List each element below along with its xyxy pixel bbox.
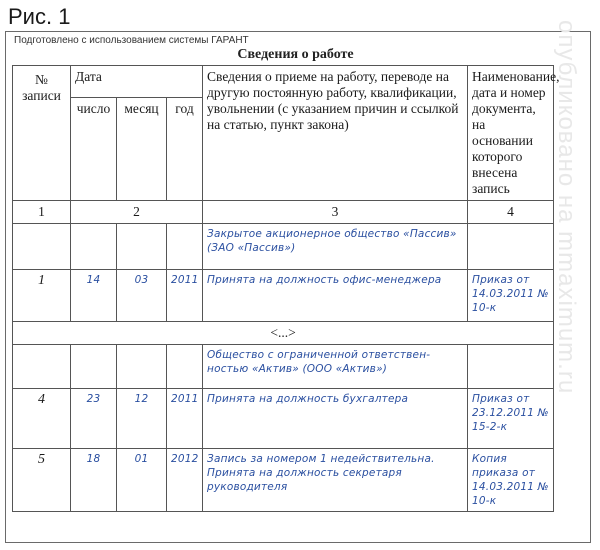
record-basis xyxy=(468,224,554,270)
table-row xyxy=(13,270,554,322)
record-year xyxy=(167,345,203,389)
watermark: опубликовано на mmaximum.ru xyxy=(553,20,580,395)
record-no xyxy=(13,345,71,389)
record-month xyxy=(117,345,167,389)
record-year: 2012 xyxy=(167,449,203,512)
record-info: Принята на должность офис-менеджера xyxy=(203,270,468,322)
figure-label: Рис. 1 xyxy=(8,4,71,29)
header-date: Дата xyxy=(71,66,203,98)
table-row xyxy=(13,345,554,389)
header-info: Сведения о приеме на работу, переводе на другую постоянную работу, квалификации, увольнении (с указанием причин и ссылкой на статью, пункт закона) xyxy=(203,66,468,201)
record-month: 01 xyxy=(117,449,167,512)
record-info: Закрытое акционерное общество «Пассив» (ЗАО «Пассив») xyxy=(203,224,468,270)
header-basis: Наименование, дата и номер документа, на основании которого внесена запись xyxy=(468,66,554,201)
record-year: 2011 xyxy=(167,389,203,449)
work-record-table xyxy=(12,65,560,512)
col-number-1: 1 xyxy=(13,201,71,224)
record-basis: Приказ от 14.03.2011 № 10-к xyxy=(468,270,554,322)
table-row xyxy=(13,389,554,449)
record-month: 03 xyxy=(117,270,167,322)
omitted-rows xyxy=(13,322,554,345)
record-day xyxy=(71,224,117,270)
record-no: 4 xyxy=(13,389,71,449)
table-title: Сведения о работе xyxy=(237,47,354,62)
record-day: 18 xyxy=(71,449,117,512)
record-no: 1 xyxy=(13,270,71,322)
record-basis xyxy=(468,345,554,389)
record-day: 23 xyxy=(71,389,117,449)
record-no xyxy=(13,224,71,270)
col-number-4: 4 xyxy=(468,201,554,224)
record-basis: Приказ от 23.12.2011 № 15-2-к xyxy=(468,389,554,449)
table-row xyxy=(13,449,554,512)
record-year: 2011 xyxy=(167,270,203,322)
record-year xyxy=(167,224,203,270)
header-day: число xyxy=(71,98,117,201)
table-row xyxy=(13,224,554,270)
record-no: 5 xyxy=(13,449,71,512)
omission-marker: <...> xyxy=(13,322,554,345)
header-year: год xyxy=(167,98,203,201)
col-number-2: 2 xyxy=(71,201,203,224)
header-record-no: № записи xyxy=(13,66,71,201)
record-month: 12 xyxy=(117,389,167,449)
header-month: месяц xyxy=(117,98,167,201)
record-month xyxy=(117,224,167,270)
record-info: Запись за номером 1 недействительна. Принята на должность секретаря руководителя xyxy=(203,449,468,512)
col-number-3: 3 xyxy=(203,201,468,224)
source-note: Подготовлено с использованием системы ГАРАНТ xyxy=(14,35,249,46)
record-info: Общество с ограниченной ответствен-ностью «Актив» (ООО «Актив») xyxy=(203,345,468,389)
record-day: 14 xyxy=(71,270,117,322)
record-basis: Копия приказа от 14.03.2011 № 10-к xyxy=(468,449,554,512)
record-info: Принята на должность бухгалтера xyxy=(203,389,468,449)
record-day xyxy=(71,345,117,389)
